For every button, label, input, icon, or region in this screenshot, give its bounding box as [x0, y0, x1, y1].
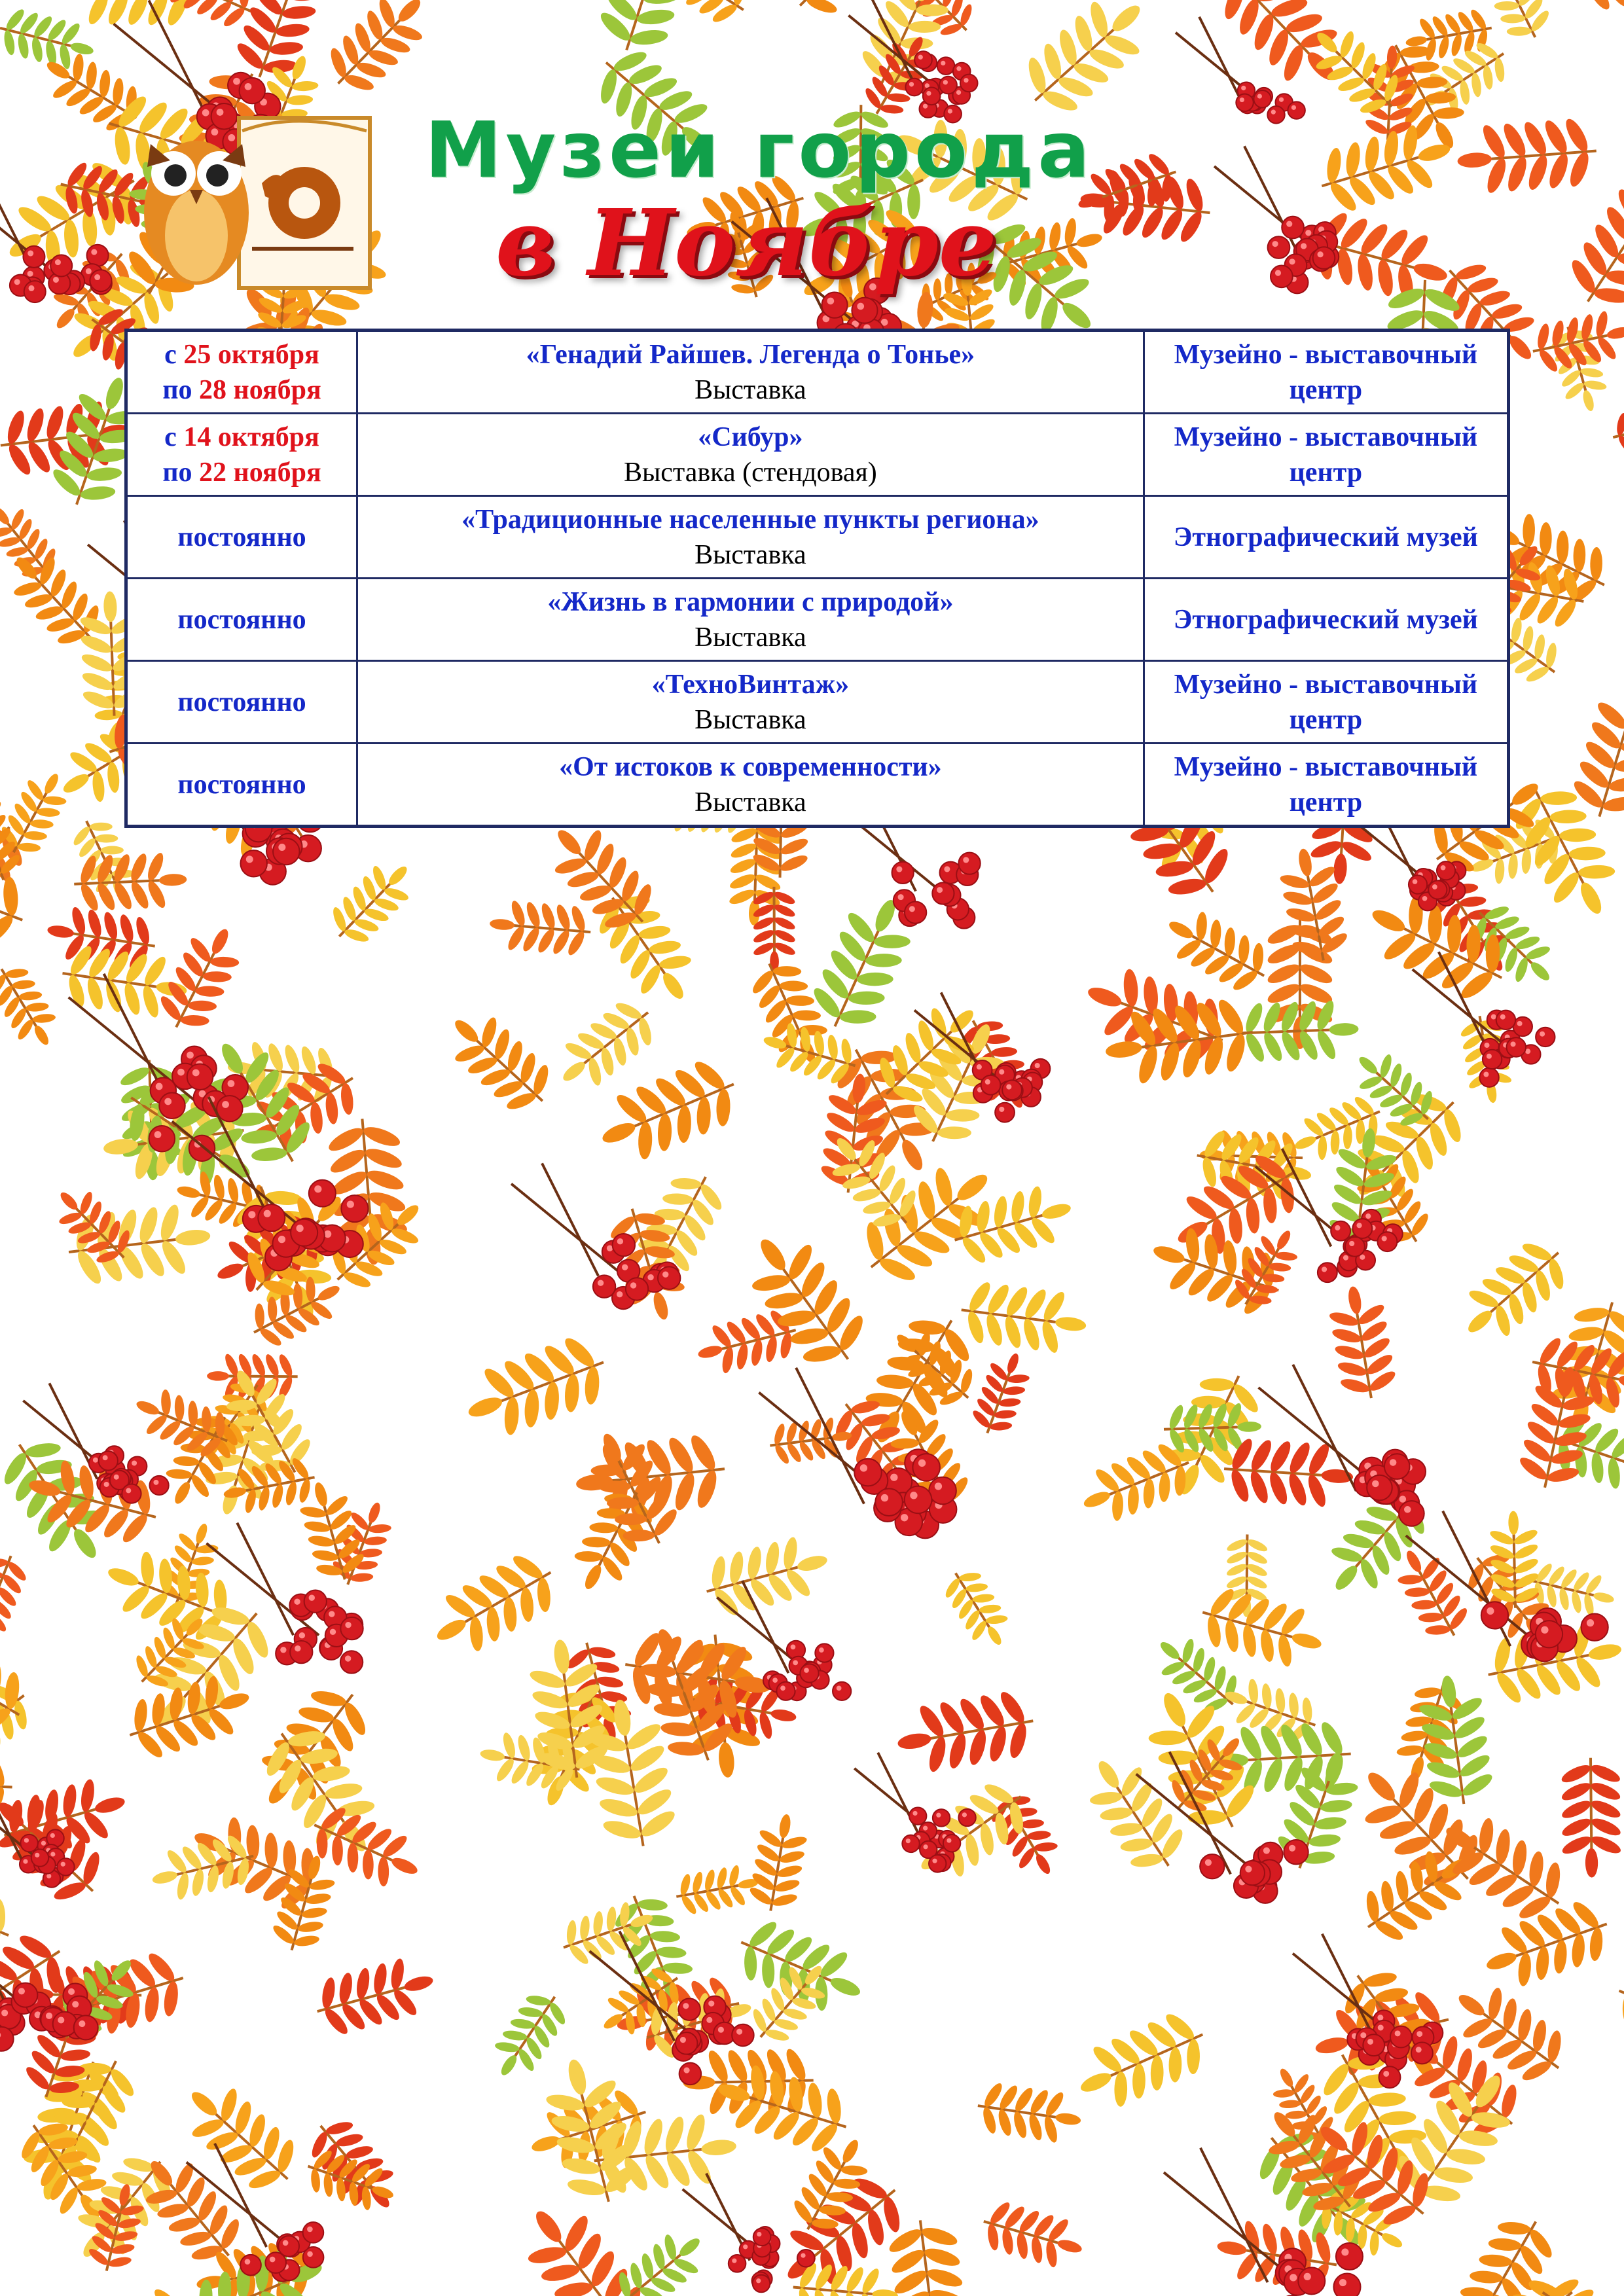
event-venue: Музейно - выставочный центр	[1144, 414, 1508, 496]
event-venue: Музейно - выставочный центр	[1144, 661, 1508, 744]
leaf-shape	[321, 850, 425, 954]
leaf-shape	[309, 1949, 441, 2041]
leaf-shape	[1100, 994, 1257, 1090]
page-title: Музеи города	[425, 105, 1094, 195]
event-venue: Музейно - выставочный центр	[1144, 744, 1508, 827]
event-description	[357, 414, 1144, 496]
museum-logo	[124, 105, 386, 301]
leaf-shape	[1152, 2286, 1274, 2296]
event-venue: Этнографический музей	[1144, 579, 1508, 661]
event-type: Выставка	[695, 704, 806, 735]
leaf-shape	[892, 1685, 1039, 1780]
leaf-shape	[1559, 1757, 1623, 1878]
leaf-shape	[535, 809, 667, 944]
event-type: Выставка	[695, 374, 806, 405]
leaf-shape	[976, 2196, 1089, 2276]
leaf-shape	[606, 2219, 716, 2296]
table-row	[126, 744, 1509, 827]
event-name: «Традиционные населенные пункты региона»	[461, 504, 1039, 535]
event-type: Выставка	[695, 539, 806, 570]
leaf-shape	[1449, 1229, 1579, 1355]
event-type: Выставка	[695, 622, 806, 653]
leaf-shape	[1067, 2003, 1218, 2121]
leaf-shape	[456, 1327, 617, 1448]
table-row	[126, 331, 1509, 414]
leaf-shape	[590, 0, 706, 62]
event-dates: постоянно	[126, 496, 357, 579]
event-dates: с 25 октября по 28 ноября	[126, 331, 357, 414]
rowan-berry-cluster	[206, 1523, 363, 1674]
leaf-shape	[974, 2079, 1085, 2148]
leaf-shape	[62, 0, 196, 28]
leaf-shape	[937, 1562, 1019, 1657]
event-type: Выставка	[695, 787, 806, 817]
leaf-shape	[1475, 1892, 1617, 1998]
leaf-shape	[966, 1346, 1037, 1441]
table-row	[126, 496, 1509, 579]
event-description	[357, 744, 1144, 827]
event-dates: постоянно	[126, 661, 357, 744]
leaf-shape	[1445, 2205, 1564, 2296]
leaf-shape	[1324, 1282, 1401, 1403]
leaf-shape	[983, 1784, 1069, 1886]
leaf-shape	[1608, 395, 1624, 459]
owl-icon	[144, 141, 249, 285]
leaf-shape	[1557, 162, 1624, 322]
event-name: «От истоков к современности»	[559, 751, 942, 782]
event-venue: Этнографический музей	[1144, 496, 1508, 579]
leaf-shape	[151, 916, 252, 1041]
leaf-shape	[1454, 115, 1599, 198]
leaf-shape	[57, 2279, 200, 2296]
event-type: Выставка (стендовая)	[623, 457, 877, 488]
leaf-shape	[751, 887, 797, 973]
event-description	[357, 579, 1144, 661]
leaf-shape	[698, 1528, 836, 1623]
event-name: «Жизнь в гармонии с природой»	[547, 586, 954, 617]
rowan-berry-cluster	[1214, 146, 1339, 293]
leaf-shape	[957, 1277, 1090, 1359]
event-venue: Музейно - выставочный центр	[1144, 331, 1508, 414]
table-row	[126, 579, 1509, 661]
page-subtitle: в Ноябре	[496, 190, 997, 297]
table-row	[126, 414, 1509, 496]
leaf-shape	[1574, 0, 1624, 16]
leaf-shape	[546, 990, 666, 1102]
leaf-shape	[672, 1861, 762, 1918]
leaf-shape	[1607, 1960, 1624, 2066]
leaf-shape	[420, 1543, 568, 1668]
event-dates: постоянно	[126, 744, 357, 827]
event-name: «ТехноВинтаж»	[651, 669, 850, 700]
leaf-shape	[170, 2068, 310, 2204]
leaf-shape	[0, 1547, 33, 1650]
leaf-shape	[1156, 899, 1278, 1001]
table-row	[126, 661, 1509, 744]
leaf-shape	[488, 897, 593, 958]
leaf-shape	[316, 0, 441, 105]
leaf-shape	[482, 1983, 575, 2089]
event-description	[357, 661, 1144, 744]
events-table	[124, 329, 1510, 828]
event-name: «Сибур»	[698, 422, 803, 452]
leaf-shape	[1528, 305, 1624, 378]
leaf-shape	[0, 957, 67, 1056]
leaf-shape	[73, 850, 188, 914]
leaf-shape	[746, 1810, 812, 1915]
event-dates: постоянно	[126, 579, 357, 661]
leaf-shape	[1564, 674, 1624, 827]
event-description	[357, 331, 1144, 414]
event-description	[357, 496, 1144, 579]
event-name: «Генадий Райшев. Легенда о Тонье»	[526, 339, 975, 370]
leaf-shape	[435, 999, 563, 1124]
event-dates: с 14 октября по 22 ноября	[126, 414, 357, 496]
